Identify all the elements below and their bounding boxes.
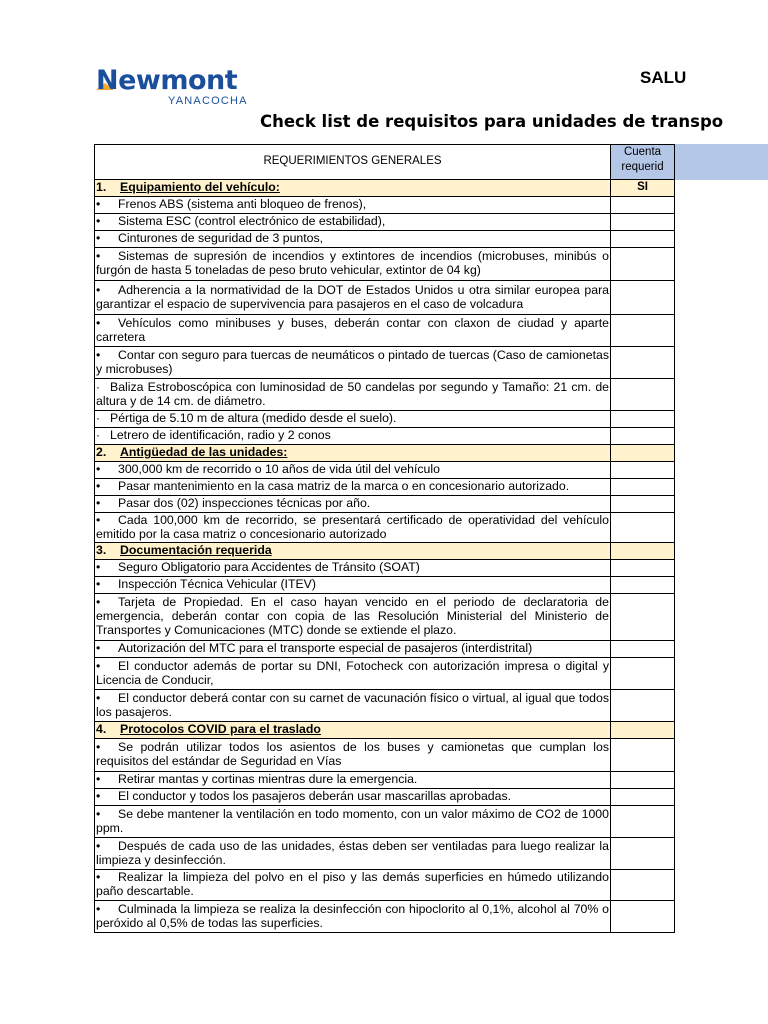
requirement-cell: [95, 248, 611, 281]
requirement-cell: [95, 838, 611, 870]
table-row: [95, 411, 675, 428]
requirement-text: Retirar mantas y cortinas mientras dure la emergencia.: [118, 772, 418, 787]
answer-cell[interactable]: [611, 479, 675, 496]
bullet-marker: •: [96, 512, 101, 527]
table-row: [95, 577, 675, 594]
table-row: [95, 772, 675, 789]
col2-header-line2: requerid: [621, 161, 664, 173]
section-title: Antigüedad de las unidades:: [120, 445, 288, 460]
section-header-row: [95, 445, 675, 462]
bullet-marker: •: [96, 595, 101, 610]
col1-header: REQUERIMIENTOS GENERALES: [95, 145, 611, 180]
table-row: [95, 870, 675, 901]
requirements-table: [94, 144, 675, 933]
table-row: [95, 789, 675, 806]
table-row: [95, 690, 675, 722]
requirement-text: Pértiga de 5.10 m de altura (medido desde el suelo).: [110, 411, 397, 426]
requirement-text: Pasar mantenimiento en la casa matriz de la marca o en concesionario autorizado.: [118, 479, 570, 494]
requirement-text: Frenos ABS (sistema anti bloqueo de frenos),: [118, 197, 367, 212]
answer-cell[interactable]: [611, 315, 675, 347]
requirement-text: Cada 100,000 km de recorrido, se presentará certificado de operatividad del vehículo emitido por la casa matriz o concesionario autorizado: [96, 512, 609, 541]
bullet-marker: •: [96, 806, 101, 821]
bullet-marker: •: [96, 214, 101, 229]
section-header-row: [95, 180, 675, 197]
answer-cell[interactable]: [611, 789, 675, 806]
requirement-cell: [95, 411, 611, 428]
section-title: Protocolos COVID para el traslado: [120, 722, 321, 737]
answer-cell[interactable]: [611, 838, 675, 870]
section-title-cell: [95, 722, 611, 739]
table-row: [95, 281, 675, 315]
section-answer-cell: [611, 722, 675, 739]
bullet-marker: •: [96, 347, 101, 362]
requirement-text: Sistema ESC (control electrónico de estabilidad),: [118, 214, 386, 229]
answer-cell[interactable]: [611, 772, 675, 789]
requirement-cell: [95, 496, 611, 513]
document-title: Check list de requisitos para unidades de transpo: [260, 112, 724, 131]
table-header-row: [95, 145, 675, 180]
requirement-text: Inspección Técnica Vehicular (ITEV): [118, 577, 316, 592]
requirement-text: El conductor además de portar su DNI, Fotocheck con autorización impresa o digital y Licencia de Conducir,: [96, 658, 609, 687]
col2-header-line1: Cuenta: [623, 146, 662, 158]
requirement-cell: [95, 901, 611, 933]
requirement-text: Adherencia a la normatividad de la DOT de Estados Unidos u otra similar europea para garantizar el espacio de supervivencia para pasajeros en el caso de volcadura: [96, 282, 609, 311]
table-row: [95, 231, 675, 248]
table-row: [95, 641, 675, 658]
answer-cell[interactable]: [611, 379, 675, 411]
table-row: [95, 513, 675, 543]
requirement-cell: [95, 479, 611, 496]
table-row: [95, 428, 675, 445]
requirement-cell: [95, 379, 611, 411]
bullet-marker: •: [96, 658, 101, 673]
table-row: [95, 901, 675, 933]
bullet-marker: •: [96, 901, 101, 916]
table-row: [95, 594, 675, 641]
requirement-text: Contar con seguro para tuercas de neumáticos o pintado de tuercas (Caso de camionetas y microbuses): [96, 347, 609, 376]
requirement-cell: [95, 281, 611, 315]
answer-cell[interactable]: [611, 901, 675, 933]
bullet-marker: •: [96, 772, 101, 787]
requirement-text: El conductor y todos los pasajeros deberán usar mascarillas aprobadas.: [118, 789, 512, 804]
section-title: Documentación requerida: [120, 543, 272, 558]
bullet-marker: ·: [96, 411, 101, 426]
bullet-marker: •: [96, 249, 101, 264]
requirement-text: 300,000 km de recorrido o 10 años de vida útil del vehículo: [118, 462, 440, 477]
requirement-text: Baliza Estroboscópica con luminosidad de 50 candelas por segundo y Tamaño: 21 cm. de altura y de 14 cm. de diámetro.: [96, 379, 609, 408]
bullet-marker: •: [96, 462, 101, 477]
bullet-marker: •: [96, 282, 101, 297]
col2-header: [611, 145, 675, 180]
requirement-text: Pasar dos (02) inspecciones técnicas por año.: [118, 496, 371, 511]
table-row: [95, 248, 675, 281]
requirement-text: Sistemas de supresión de incendios y extintores de incendios (microbuses, minibús o furgón de hasta 5 toneladas de peso bruto vehicular, extintor de 04 kg): [96, 249, 609, 277]
requirement-cell: [95, 462, 611, 479]
requirement-cell: [95, 594, 611, 641]
bullet-marker: •: [96, 838, 101, 853]
section-number: 2.: [96, 445, 107, 460]
answer-cell[interactable]: [611, 428, 675, 445]
requirement-text: Autorización del MTC para el transporte especial de pasajeros (interdistrital): [118, 641, 533, 656]
section-number: 3.: [96, 543, 107, 558]
answer-cell[interactable]: [611, 594, 675, 641]
requirement-text: Después de cada uso de las unidades, éstas deben ser ventiladas para luego realizar la limpieza y desinfección.: [96, 838, 609, 867]
bullet-marker: •: [96, 641, 101, 656]
requirement-text: Seguro Obligatorio para Accidentes de Tránsito (SOAT): [118, 560, 420, 575]
requirement-cell: [95, 658, 611, 690]
newmont-logo: [96, 66, 276, 110]
requirement-text: Letrero de identificación, radio y 2 conos: [110, 428, 331, 443]
section-title: Equipamiento del vehículo:: [120, 180, 280, 195]
requirement-cell: [95, 806, 611, 838]
bullet-marker: •: [96, 740, 101, 755]
bullet-marker: •: [96, 870, 101, 885]
answer-cell[interactable]: [611, 281, 675, 315]
requirement-text: Realizar la limpieza del polvo en el piso y las demás superficies en húmedo utilizando paño descartable.: [96, 870, 609, 898]
table-row: [95, 214, 675, 231]
bullet-marker: ·: [96, 428, 101, 443]
table-row: [95, 496, 675, 513]
answer-cell[interactable]: [611, 197, 675, 214]
answer-cell[interactable]: [611, 411, 675, 428]
bullet-marker: •: [96, 577, 101, 592]
bullet-marker: •: [96, 496, 101, 511]
requirement-cell: [95, 315, 611, 347]
answer-cell[interactable]: [611, 462, 675, 479]
table-row: [95, 479, 675, 496]
section-number: 1.: [96, 180, 107, 195]
bullet-marker: •: [96, 560, 101, 575]
bullet-marker: •: [96, 231, 101, 246]
requirement-cell: [95, 428, 611, 445]
answer-cell[interactable]: [611, 248, 675, 281]
section-title-cell: [95, 543, 611, 560]
requirement-cell: [95, 772, 611, 789]
requirement-text: Tarjeta de Propiedad. En el caso hayan vencido en el periodo de declaratoria de emergencia, deberán contar con copia de las Resolución Ministerial del Ministerio de Transportes y Comunicaciones (MTC) donde se extiende el plazo.: [96, 595, 609, 637]
requirement-cell: [95, 347, 611, 379]
section-answer-cell: [611, 543, 675, 560]
table-row: [95, 379, 675, 411]
table-row: [95, 838, 675, 870]
answer-cell[interactable]: [611, 496, 675, 513]
requirement-cell: [95, 197, 611, 214]
table-row: [95, 315, 675, 347]
table-row: [95, 739, 675, 772]
answer-cell[interactable]: [611, 870, 675, 901]
requirement-cell: [95, 690, 611, 722]
bullet-marker: •: [96, 197, 101, 212]
table-row: [95, 560, 675, 577]
answer-cell[interactable]: [611, 641, 675, 658]
answer-cell[interactable]: [611, 739, 675, 772]
section-title-cell: [95, 445, 611, 462]
table-row: [95, 347, 675, 379]
requirement-cell: [95, 513, 611, 543]
bullet-marker: ·: [96, 379, 101, 394]
answer-cell[interactable]: [611, 658, 675, 690]
answer-cell[interactable]: [611, 560, 675, 577]
table-row: [95, 462, 675, 479]
header-fill-extension: [674, 144, 768, 180]
answer-cell[interactable]: [611, 214, 675, 231]
section-answer-cell: [611, 445, 675, 462]
requirement-text: El conductor deberá contar con su carnet de vacunación físico o virtual, al igual que todos los pasajeros.: [96, 690, 609, 719]
requirement-text: Vehículos como minibuses y buses, deberán contar con claxon de ciudad y aparte carretera: [96, 315, 609, 344]
logo-subtitle: YANACOCHA: [168, 95, 248, 107]
section-header-row: [95, 722, 675, 739]
header-right-text: SALU: [640, 68, 687, 87]
answer-cell[interactable]: [611, 577, 675, 594]
requirement-cell: [95, 577, 611, 594]
logo-wordmark: Newmont: [96, 65, 238, 96]
bullet-marker: •: [96, 690, 101, 705]
answer-cell[interactable]: [611, 231, 675, 248]
requirement-text: Se debe mantener la ventilación en todo momento, con un valor máximo de CO2 de 1000 ppm.: [96, 806, 609, 835]
section-title-cell: [95, 180, 611, 197]
table-row: [95, 658, 675, 690]
answer-cell[interactable]: [611, 513, 675, 543]
bullet-marker: •: [96, 479, 101, 494]
requirement-text: Culminada la limpieza se realiza la desinfección con hipoclorito al 0,1%, alcohol al 70% o peróxido al 0,5% de todas las superficies.: [96, 901, 609, 930]
bullet-marker: •: [96, 315, 101, 330]
requirement-cell: [95, 739, 611, 772]
answer-cell[interactable]: [611, 347, 675, 379]
requirement-cell: [95, 641, 611, 658]
requirement-text: Cinturones de seguridad de 3 puntos,: [118, 231, 324, 246]
requirement-cell: [95, 870, 611, 901]
requirement-cell: [95, 789, 611, 806]
section-header-row: [95, 543, 675, 560]
table-row: [95, 806, 675, 838]
requirement-cell: [95, 214, 611, 231]
requirement-cell: [95, 231, 611, 248]
answer-cell[interactable]: [611, 690, 675, 722]
section-number: 4.: [96, 722, 107, 737]
requirement-cell: [95, 560, 611, 577]
bullet-marker: •: [96, 789, 101, 804]
answer-cell[interactable]: [611, 806, 675, 838]
table-row: [95, 197, 675, 214]
requirement-text: Se podrán utilizar todos los asientos de los buses y camionetas que cumplan los requisitos del estándar de Seguridad en Vías: [96, 740, 609, 768]
section-answer-cell: SI: [611, 180, 675, 197]
